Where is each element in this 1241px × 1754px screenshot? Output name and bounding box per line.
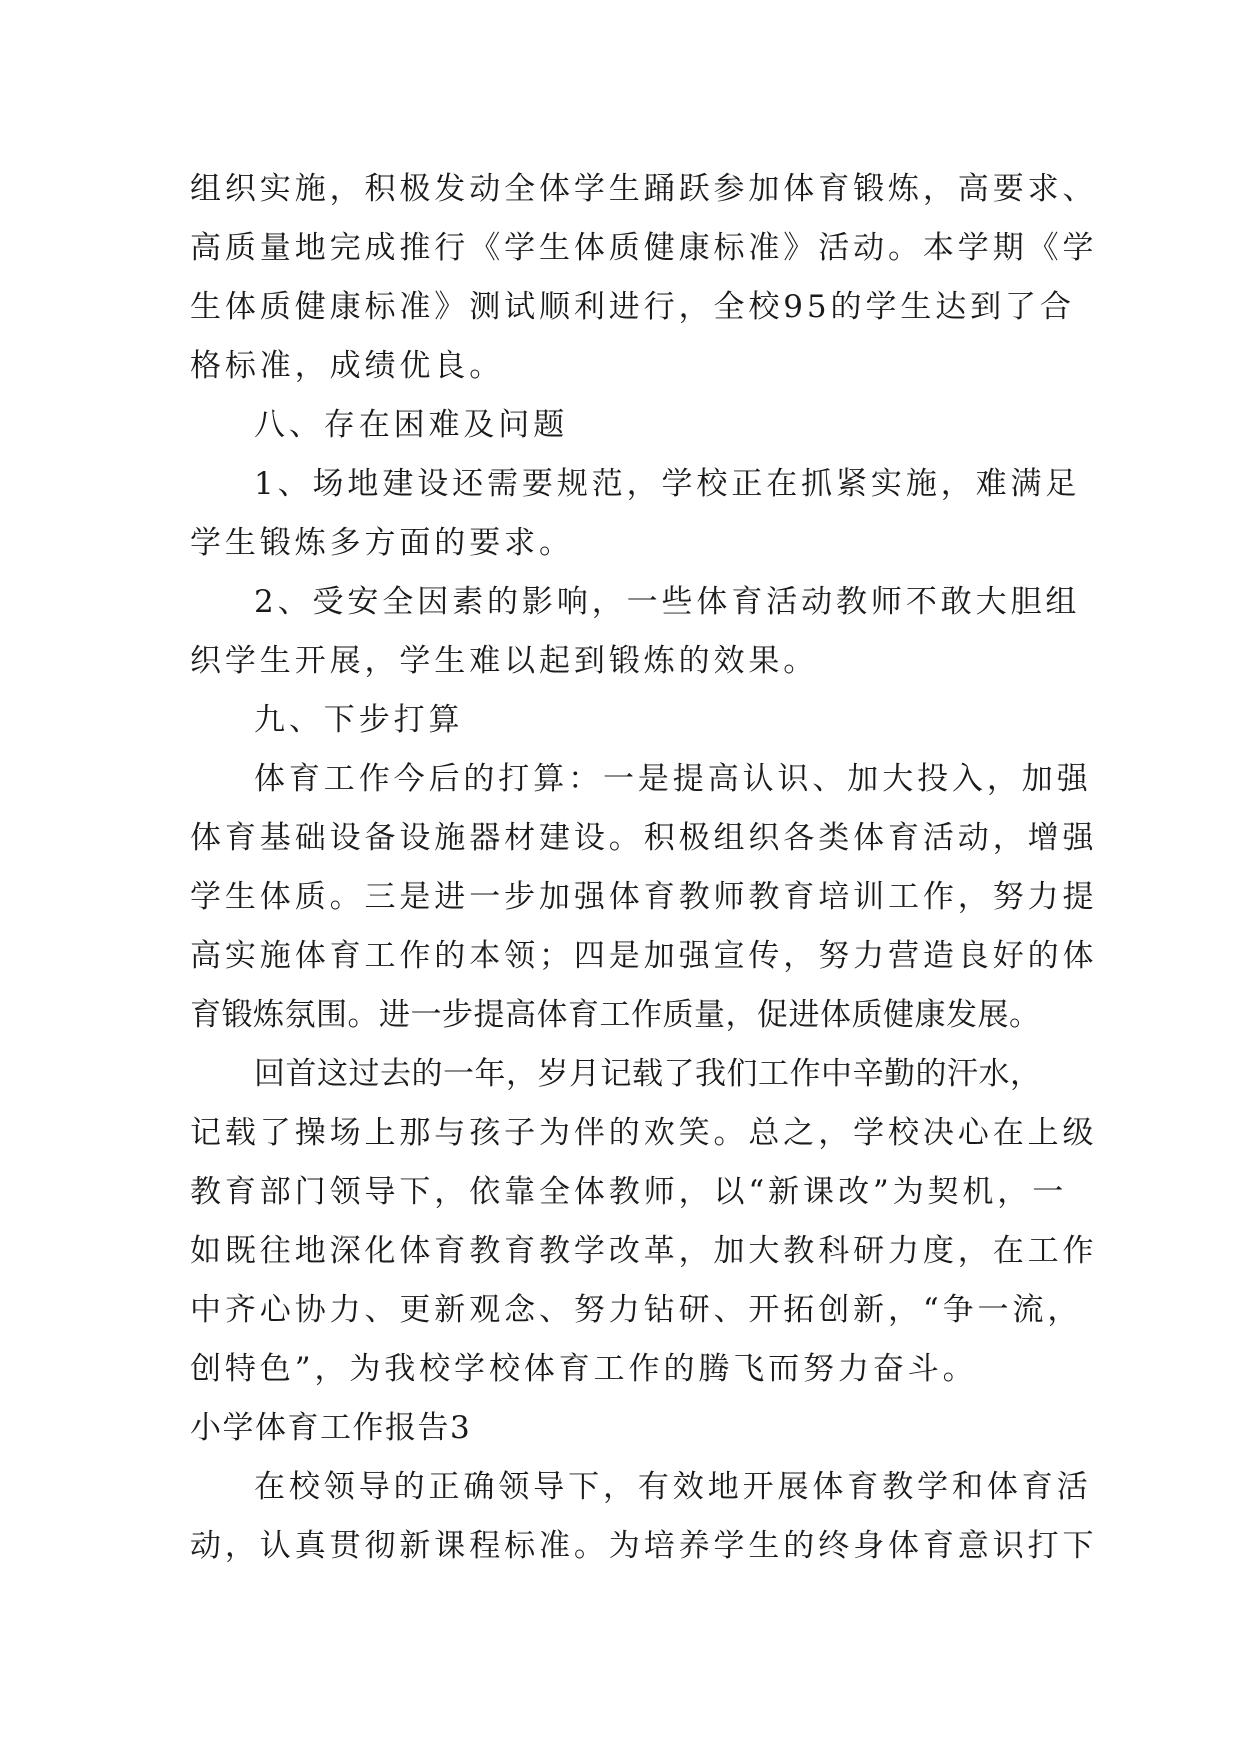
- text-line: 组织实施，积极发动全体学生踊跃参加体育锻炼，高要求、: [190, 171, 1098, 207]
- text-line: 在校领导的正确领导下，有效地开展体育教学和体育活: [254, 1469, 1092, 1505]
- text-line: 1、场地建设还需要规范，学校正在抓紧实施，难满足: [254, 466, 1081, 502]
- text-line: 2、受安全因素的影响，一些体育活动教师不敢大胆组: [254, 584, 1081, 620]
- text-line: 育锻炼氛围。进一步提高体育工作质量，促进体质健康发展。: [190, 997, 1041, 1033]
- report-title: 小学体育工作报告3: [190, 1410, 472, 1446]
- document-body: [190, 160, 1098, 1576]
- text-line: 回首这过去的一年，岁月记载了我们工作中辛勤的汗水，: [254, 1056, 1042, 1092]
- text-line: 体育工作今后的打算：一是提高认识、加大投入，加强: [254, 761, 1092, 797]
- text-line: 记载了操场上那与孩子为伴的欢笑。总之，学校决心在上级: [190, 1115, 1098, 1151]
- text-line: 动，认真贯彻新课程标准。为培养学生的终身体育意识打下: [190, 1528, 1098, 1564]
- text-line: 高质量地完成推行《学生体质健康标准》活动。本学期《学: [190, 230, 1098, 266]
- text-line: 学生体质。三是进一步加强体育教师教育培训工作，努力提: [190, 879, 1098, 915]
- text-line: 中齐心协力、更新观念、努力钻研、开拓创新，“争一流，: [190, 1292, 1083, 1328]
- section-heading: 八、存在困难及问题: [254, 407, 569, 443]
- text-line: 学生锻炼多方面的要求。: [190, 525, 574, 561]
- text-line: 格标准，成绩优良。: [190, 348, 505, 384]
- text-line: 织学生开展，学生难以起到锻炼的效果。: [190, 643, 819, 679]
- text-line: 体育基础设备设施器材建设。积极组织各类体育活动，增强: [190, 820, 1098, 856]
- text-line: 教育部门领导下，依靠全体教师，以“新课改”为契机，一: [190, 1174, 1068, 1210]
- text-line: 高实施体育工作的本领；四是加强宣传，努力营造良好的体: [190, 938, 1098, 974]
- section-heading: 九、下步打算: [254, 702, 464, 738]
- text-line: 创特色”，为我校学校体育工作的腾飞而努力奋斗。: [190, 1351, 978, 1387]
- text-line: 如既往地深化体育教育教学改革，加大教科研力度，在工作: [190, 1233, 1098, 1269]
- text-line: 生体质健康标准》测试顺利进行，全校95的学生达到了合: [190, 289, 1075, 325]
